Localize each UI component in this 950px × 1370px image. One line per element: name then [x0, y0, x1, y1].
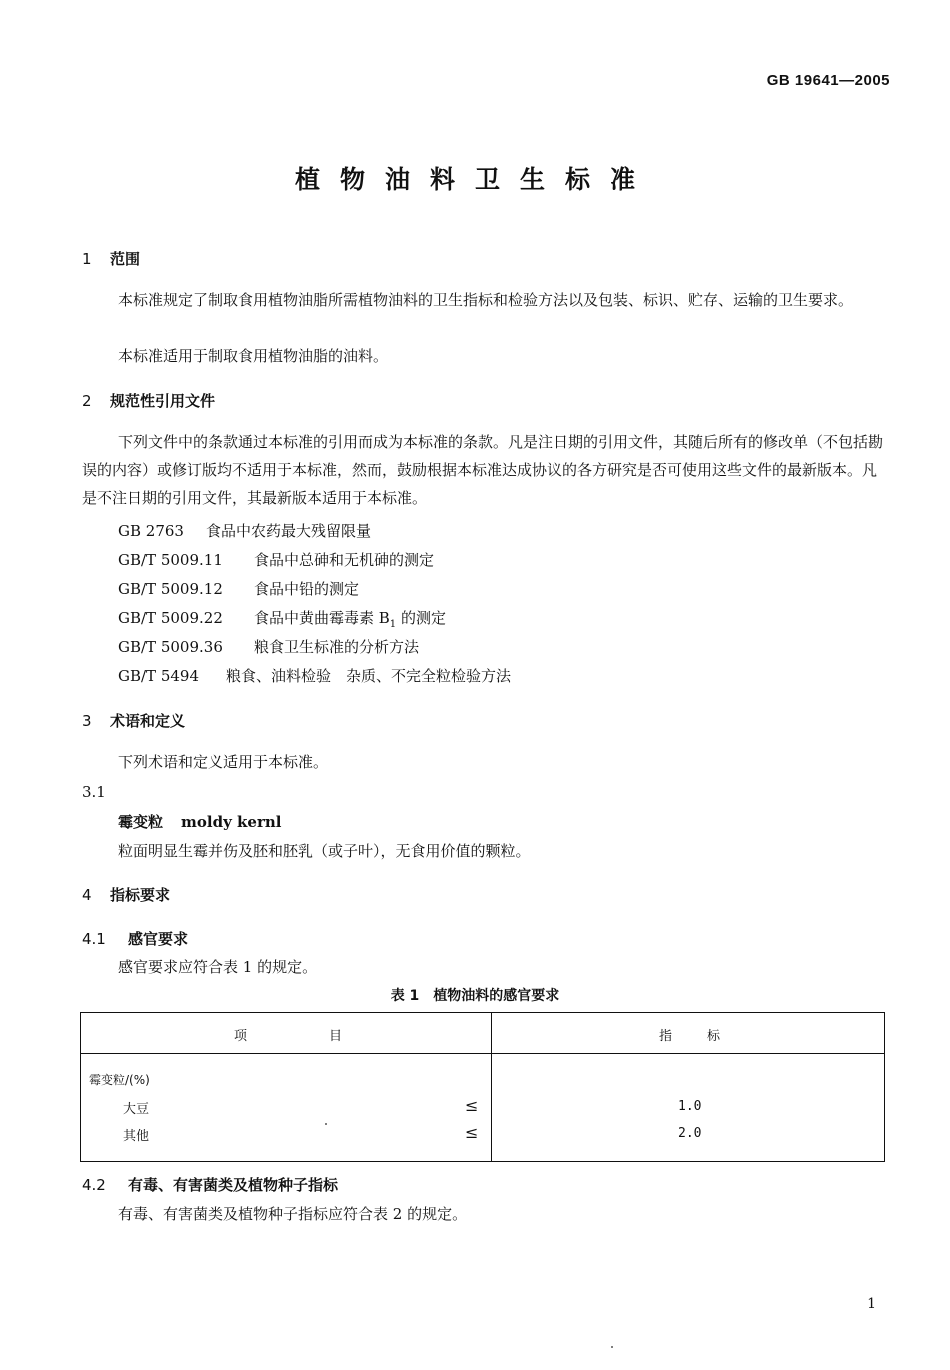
- reference-item: [118, 607, 446, 630]
- reference-title: 粮食卫生标准的分析方法: [254, 638, 420, 656]
- section-1-paragraph-2: 本标准适用于制取食用植物油脂的油料。: [118, 347, 389, 365]
- header-index-char-1: 指: [659, 1029, 673, 1044]
- subsection-number: 4.1: [82, 930, 106, 948]
- section-title: 术语和定义: [110, 712, 186, 730]
- reference-title: 食品中黄曲霉毒素 B: [254, 609, 390, 627]
- reference-item: [118, 578, 359, 599]
- table-column-divider: [491, 1013, 492, 1161]
- header-item-char-2: 目: [329, 1029, 343, 1044]
- reference-title: 食品中农药最大残留限量: [206, 522, 372, 540]
- section-title: 范围: [110, 250, 141, 268]
- scan-speck: [611, 1346, 613, 1348]
- section-number: 4: [82, 886, 92, 904]
- term-definition: 粒面明显生霉并伤及胚和胚乳（或子叶），无食用价值的颗粒。: [118, 842, 531, 860]
- section-number: 3: [82, 712, 92, 730]
- section-title: 指标要求: [110, 886, 171, 904]
- reference-code: GB/T 5494: [118, 667, 200, 685]
- reference-code: GB/T 5009.36: [118, 638, 223, 656]
- reference-title: 粮食、油料检验 杂质、不完全粒检验方法: [226, 667, 512, 685]
- reference-title: 食品中总砷和无机砷的测定: [254, 551, 435, 569]
- document-title: 植物油料卫生标准: [294, 165, 655, 194]
- scan-speck: [325, 1123, 327, 1125]
- reference-code: GB 2763: [118, 522, 184, 540]
- term-chinese: 霉变粒: [118, 813, 164, 831]
- subsection-3-1-number: 3.1: [82, 783, 106, 801]
- reference-item: [118, 665, 511, 686]
- section-3-heading: [82, 710, 185, 731]
- row-name: 其他: [123, 1129, 150, 1144]
- reference-code: GB/T 5009.11: [118, 551, 223, 569]
- row-name: 大豆: [123, 1102, 150, 1117]
- section-4-heading: [82, 884, 170, 905]
- reference-code: GB/T 5009.22: [118, 609, 223, 627]
- row-operator: ≤: [465, 1096, 479, 1115]
- reference-item: [118, 520, 371, 541]
- table-title: 植物油料的感官要求: [433, 988, 560, 1004]
- reference-item: [118, 549, 434, 570]
- section-2-heading: [82, 390, 215, 411]
- subsection-4-2-paragraph: 有毒、有害菌类及植物种子指标应符合表 2 的规定。: [118, 1205, 468, 1223]
- row-value: 2.0: [678, 1126, 702, 1141]
- section-number: 1: [82, 250, 92, 268]
- table-number: 表 1: [390, 988, 420, 1004]
- reference-item: [118, 636, 419, 657]
- table-1: [80, 1012, 885, 1162]
- header-item-char-1: 项: [234, 1029, 248, 1044]
- section-2-paragraph: 下列文件中的条款通过本标准的引用而成为本标准的条款。凡是注日期的引用文件，其随后所有的修改单（不包括勘误的内容）或修订版均不适用于本标准，然而，鼓励根据本标准达成协议的各方研究是否可使用这些文件的最新版本。凡是不注日期的引用文件，其最新版本适用于本标准。: [82, 433, 884, 507]
- section-number: 2: [82, 392, 92, 410]
- section-title: 规范性引用文件: [110, 392, 216, 410]
- subsection-title: 感官要求: [128, 930, 189, 948]
- reference-title-suffix: 的测定: [396, 609, 446, 627]
- reference-subscript: 1: [389, 619, 397, 630]
- header-index-char-2: 标: [707, 1029, 721, 1044]
- row-operator: ≤: [465, 1123, 479, 1142]
- section-3-paragraph: 下列术语和定义适用于本标准。: [118, 753, 329, 771]
- table-1-caption: [0, 985, 950, 1005]
- section-1-paragraph-1: 本标准规定了制取食用植物油脂所需植物油料的卫生指标和检验方法以及包装、标识、贮存、运输的卫生要求。: [118, 291, 854, 309]
- group-label: 霉变粒/(%): [89, 1073, 150, 1087]
- row-value: 1.0: [678, 1099, 702, 1114]
- subsection-number: 4.2: [82, 1176, 106, 1194]
- subsection-title: 有毒、有害菌类及植物种子指标: [128, 1176, 339, 1194]
- standard-number: GB 19641—2005: [766, 72, 890, 89]
- reference-code: GB/T 5009.12: [118, 580, 223, 598]
- term-english: moldy kernl: [181, 813, 282, 831]
- subsection-4-2-heading: [82, 1174, 338, 1195]
- term: [118, 811, 281, 832]
- subsection-4-1-paragraph: 感官要求应符合表 1 的规定。: [118, 958, 318, 976]
- reference-title: 食品中铅的测定: [254, 580, 360, 598]
- section-1-heading: [82, 248, 140, 269]
- table-header-divider: [81, 1053, 884, 1054]
- page-number: 1: [867, 1296, 876, 1312]
- subsection-4-1-heading: [82, 928, 188, 949]
